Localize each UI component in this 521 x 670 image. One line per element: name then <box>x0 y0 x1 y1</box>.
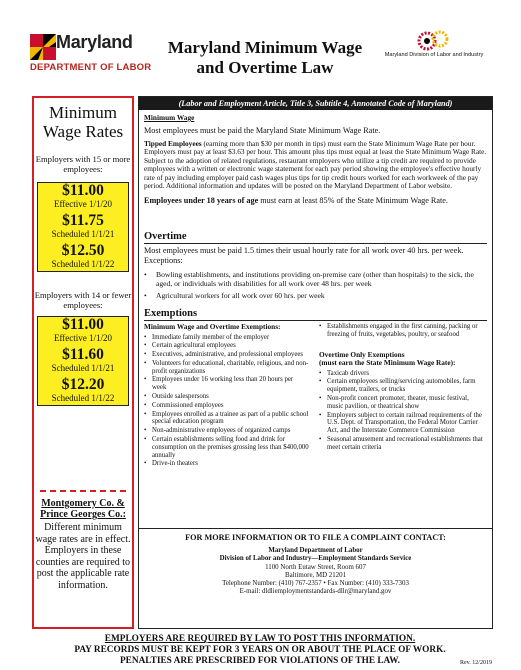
exemptions-section <box>144 308 487 321</box>
revision-note: Rev. 12/2019 <box>460 660 492 666</box>
contact-line: Baltimore, MD 21201 <box>284 571 347 579</box>
exemption-item: • Immediate family member of the employer <box>144 334 309 342</box>
exemption-item: • Establishments engaged in the first canning, packing or freezing of fruits, vegetables, poultry, or seafood <box>319 323 484 339</box>
division-name: Maryland Division of Labor and Industry <box>384 52 484 58</box>
contact-line: 1100 North Eutaw Street, Room 607 <box>265 563 366 571</box>
rate-amount: $11.75 <box>62 212 104 229</box>
exemption-item: • Employees enrolled as a trainee as part of a public school special education program <box>144 411 309 427</box>
overtime-text: Most employees must be paid 1.5 times their usual hourly rate for all work over 40 hrs. per week. Exceptions: <box>144 246 464 265</box>
law-citation-bar: (Labor and Employment Article, Title 3, Subtitle 4, Annotated Code of Maryland) <box>139 97 492 110</box>
exemptions-heading: Exemptions <box>144 308 487 321</box>
rate-amount: $11.60 <box>62 346 104 363</box>
under-18-paragraph <box>144 196 487 206</box>
contact-email[interactable]: E-mail: dldliemploymentstandards-dllr@maryland.gov <box>239 588 392 596</box>
rate-date: Scheduled 1/1/21 <box>51 229 115 239</box>
exemptions-right-column <box>319 323 484 453</box>
overtime-only-item: • Certain employees selling/servicing automobiles, farm equipment, trailers, or trucks <box>319 378 484 394</box>
contact-details <box>139 547 492 597</box>
page-title: Maryland Minimum Wage and Overtime Law <box>167 38 363 77</box>
minimum-wage-text: Most employees must be paid the Maryland State Minimum Wage Rate. <box>144 125 381 135</box>
overtime-only-item: • Taxicab drivers <box>319 370 484 378</box>
small-employer-note: Employers with 14 or fewer employees: <box>34 290 132 310</box>
contact-heading: FOR MORE INFORMATION OR TO FILE A COMPLAINT CONTACT: <box>185 533 446 542</box>
exemption-item: • Employees under 16 working less than 20 hours per week <box>144 376 309 392</box>
large-employer-rates <box>37 182 129 272</box>
rate-amount: $11.00 <box>62 316 104 333</box>
footer-line: PAY RECORDS MUST BE KEPT FOR 3 YEARS ON OR ABOUT THE PLACE OF WORK. <box>74 645 446 655</box>
rate-date: Scheduled 1/1/22 <box>51 259 115 269</box>
exemption-item: • Volunteers for educational, charitable, religious, and non-profit organizations <box>144 360 309 376</box>
overtime-exception: • Bowling establishments, and institutions providing on-premise care (other than hospitals) to the sick, the aged, or individuals with disabilities for all work over 48 hrs. per week <box>144 270 487 288</box>
exemption-item: • Outside salespersons <box>144 393 309 401</box>
rate-date: Effective 1/1/20 <box>53 333 113 343</box>
page-footer <box>25 634 495 667</box>
rate-date: Scheduled 1/1/22 <box>51 393 115 403</box>
overtime-exception: • Agricultural workers for all work over 60 hrs. per week <box>144 291 487 300</box>
footer-line: PENALTIES ARE PRESCRIBED FOR VIOLATIONS OF THE LAW. <box>119 656 401 666</box>
minimum-wage-section <box>144 114 487 206</box>
tipped-text: (earning more than $30 per month in tips) must earn the State Minimum Wage Rate per hour. Employers must pay at least $3.63 per hour. This amount plus tips must equal at least the State Minimum Wage Rate. Subject to the adoption of related regulations, restaurant employers who utilize a tip credit are required to provide employees with a written or electronic wage statement for each pay period showing the employee's effective hourly rate of pay including employer paid cash wages plus tips for tip credit hours worked for each workweek of the pay period. Additional information and updates will be posted on the Maryland Department of Labor website. <box>144 138 487 190</box>
both-exemptions-heading: Minimum Wage and Overtime Exemptions: <box>144 322 281 331</box>
under-18-label: Employees under 18 years of age <box>144 195 259 205</box>
counties-text: Different minimum wage rates are in effect. Employers in these counties are required to post the applicable rate information. <box>35 522 131 591</box>
rate-amount: $12.50 <box>61 242 105 259</box>
large-employer-note: Employers with 15 or more employees: <box>35 154 131 174</box>
rate-date: Effective 1/1/20 <box>53 199 113 209</box>
brand-department: DEPARTMENT OF LABOR <box>30 62 152 73</box>
contact-section <box>139 528 492 597</box>
exemption-item: • Commissioned employees <box>144 402 309 410</box>
maryland-flag-icon <box>30 34 56 60</box>
overtime-only-heading: Overtime Only Exemptions <box>319 349 405 359</box>
exemption-item: • Drive-in theaters <box>144 460 309 468</box>
divider <box>40 490 126 492</box>
contact-line: Maryland Department of Labor <box>268 547 363 554</box>
rate-amount: $12.20 <box>61 376 105 393</box>
footer-line: EMPLOYERS ARE REQUIRED BY LAW TO POST THIS INFORMATION. <box>104 634 416 644</box>
overtime-only-item: • Non-profit concert promoter, theater, music festival, music pavilion, or theatrical show <box>319 395 484 411</box>
overtime-only-item: • Seasonal amusement and recreational establishments that meet certain criteria <box>319 436 484 452</box>
overtime-section <box>144 231 487 300</box>
tipped-employees-paragraph <box>144 140 487 191</box>
brand-name: Maryland <box>56 32 133 52</box>
exemption-item: • Certain agricultural employees <box>144 342 309 350</box>
overtime-only-item: • Employers subject to certain railroad requirements of the U.S. Dept. of Transportation, the Federal Motor Carrier Act, and the Interstate Commerce Commission <box>319 412 484 435</box>
exemption-item: • Non-administrative employees of organized camps <box>144 427 309 435</box>
gear-icon <box>417 30 449 52</box>
minimum-wage-heading: Minimum Wage <box>144 113 195 122</box>
overtime-only-subheading: (must earn the State Minimum Wage Rate): <box>319 358 456 368</box>
contact-line: Division of Labor and Industry—Employment Standards Service <box>219 555 412 563</box>
exemptions-left-column <box>144 323 309 469</box>
tipped-label: Tipped Employees <box>144 138 202 148</box>
under-18-text: must earn at least 85% of the State Minimum Wage Rate. <box>260 195 448 205</box>
maryland-labor-logo <box>30 30 160 78</box>
exemption-item: • Certain establishments selling food and drink for consumption on the premises grossing less than $400,000 annually <box>144 436 309 459</box>
overtime-heading: Overtime <box>144 231 487 244</box>
counties-heading: Montgomery Co. & Prince Georges Co.: <box>40 498 126 520</box>
exemption-item: • Executives, administrative, and professional employees <box>144 351 309 359</box>
rate-amount: $11.00 <box>62 182 104 199</box>
minimum-wage-rates-panel <box>32 96 134 629</box>
small-employer-rates <box>37 316 129 406</box>
contact-line: Telephone Number: (410) 767-2357 • Fax Number: (410) 333-7303 <box>222 580 409 588</box>
rates-title: Minimum Wage Rates <box>42 103 124 141</box>
page-header <box>0 0 521 90</box>
law-details-panel <box>138 96 493 629</box>
division-logo <box>373 30 495 82</box>
rate-date: Scheduled 1/1/21 <box>51 363 115 373</box>
